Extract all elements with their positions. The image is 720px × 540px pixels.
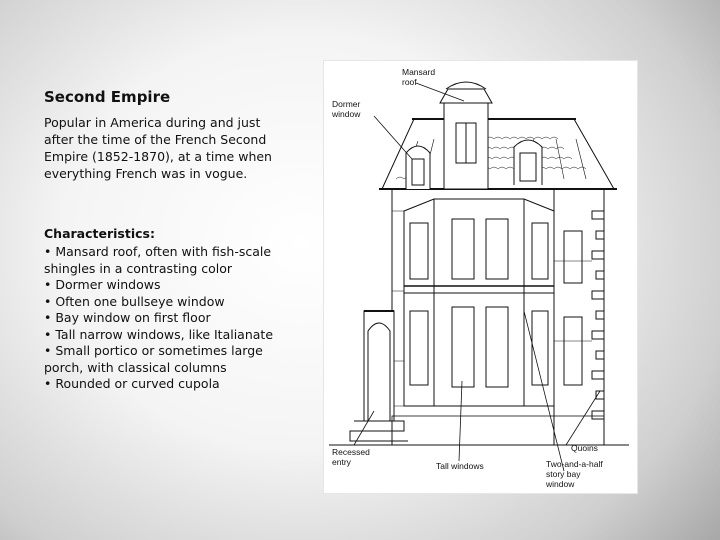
label-dormer-window: Dormer	[332, 99, 361, 109]
label-bay-window: window	[546, 479, 575, 489]
label-bay-window: Two-and-a-half	[546, 459, 603, 469]
characteristic-item: • Dormer windows	[44, 277, 161, 292]
label-bay-window: story bay	[546, 469, 581, 479]
label-dormer-window: window	[332, 109, 361, 119]
characteristic-item: • Often one bullseye window	[44, 293, 225, 309]
quoins	[592, 211, 604, 419]
intro-paragraph: Popular in America during and just after the time of the French Second Empire (1852-1870), at a time when everything French was in vogue.	[44, 115, 272, 181]
characteristic-item: • Tall narrow windows, like Italianate	[44, 326, 274, 342]
foundation	[392, 416, 604, 445]
slide-title: Second Empire	[44, 88, 171, 106]
characteristic-item: • Bay window on first floor	[44, 310, 211, 325]
central-tower	[440, 82, 492, 189]
recessed-entry	[350, 311, 408, 441]
characteristics-list	[44, 244, 280, 393]
house-illustration	[323, 60, 638, 494]
label-recessed-entry: entry	[332, 457, 351, 467]
second-empire-house-drawing	[324, 61, 637, 493]
label-mansard-roof: roof	[402, 77, 417, 87]
label-quoins: Quoins	[571, 443, 598, 453]
characteristic-item: • Rounded or curved cupola	[44, 376, 220, 391]
label-tall-windows: Tall windows	[436, 461, 484, 471]
label-recessed-entry: Recessed	[332, 447, 370, 457]
characteristic-item: • Mansard roof, often with fish-scale shingles in a contrasting color	[44, 244, 272, 276]
label-mansard-roof: Mansard	[402, 67, 436, 77]
characteristics-heading: Characteristics:	[44, 226, 155, 241]
characteristic-item: • Small portico or sometimes large porch, with classical columns	[44, 343, 263, 375]
